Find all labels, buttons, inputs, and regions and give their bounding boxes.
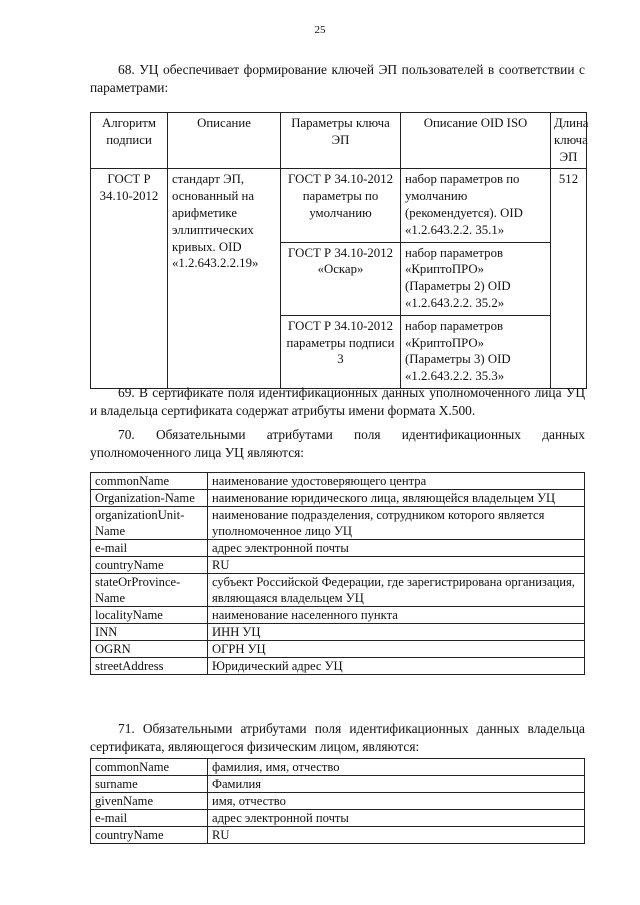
param-name-cell: ГОСТ Р 34.10-2012 параметры по умолчанию (281, 169, 401, 242)
attribute-description: ОГРН УЦ (208, 641, 585, 658)
attribute-name: commonName (91, 473, 208, 490)
attribute-name: commonName (91, 759, 208, 776)
attribute-name: organizationUnit-Name (91, 507, 208, 540)
table-row (91, 776, 585, 793)
attribute-name: countryName (91, 557, 208, 574)
param-name-cell: ГОСТ Р 34.10-2012 «Оскар» (281, 242, 401, 315)
section-68-text: 68. УЦ обеспечивает формирование ключей ЭП пользователей в соответствии с параметрами: (90, 62, 585, 95)
table-row (91, 658, 585, 675)
attribute-name: givenName (91, 793, 208, 810)
table-row (91, 557, 585, 574)
attribute-name: stateOrProvince-Name (91, 574, 208, 607)
certificate-owner-attributes-table (90, 758, 585, 844)
param-oid-cell: набор параметров «КриптоПРО» (Параметры 2) OID «1.2.643.2.2. 35.2» (401, 242, 551, 315)
header-key-params: Параметры ключа ЭП (281, 113, 401, 169)
table-row (91, 607, 585, 624)
attribute-description: имя, отчество (208, 793, 585, 810)
table-row (91, 641, 585, 658)
header-oid-description: Описание OID ISO (401, 113, 551, 169)
header-description: Описание (168, 113, 281, 169)
attribute-description: адрес электронной почты (208, 540, 585, 557)
param-name-cell: ГОСТ Р 34.10-2012 параметры подписи 3 (281, 315, 401, 388)
attribute-name: streetAddress (91, 658, 208, 675)
table-row (91, 810, 585, 827)
attribute-description: наименование удостоверяющего центра (208, 473, 585, 490)
attribute-description: наименование подразделения, сотрудником которого является уполномоченное лицо УЦ (208, 507, 585, 540)
attribute-name: Organization-Name (91, 490, 208, 507)
attribute-description: субъект Российской Федерации, где зарегистрирована организация, являющаяся владельцем УЦ (208, 574, 585, 607)
table-row (91, 624, 585, 641)
header-algorithm: Алгоритм подписи (91, 113, 168, 169)
attribute-name: e-mail (91, 810, 208, 827)
table-row (91, 169, 587, 242)
attribute-description: адрес электронной почты (208, 810, 585, 827)
attribute-description: наименование населенного пункта (208, 607, 585, 624)
algorithm-description-cell: стандарт ЭП, основанный на арифметике эллиптических кривых. OID «1.2.643.2.2.19» (168, 169, 281, 389)
param-oid-cell: набор параметров по умолчанию (рекомендуется). OID «1.2.643.2.2. 35.1» (401, 169, 551, 242)
table-row (91, 490, 585, 507)
page-number: 25 (314, 24, 326, 36)
key-length-cell: 512 (551, 169, 587, 389)
section-70-text: 70. Обязательными атрибутами поля идентификационных данных уполномоченного лица УЦ являются: (90, 427, 585, 460)
algorithm-cell: ГОСТ Р 34.10-2012 (91, 169, 168, 389)
attribute-name: INN (91, 624, 208, 641)
attribute-description: Фамилия (208, 776, 585, 793)
attribute-name: countryName (91, 827, 208, 844)
attribute-description: Юридический адрес УЦ (208, 658, 585, 675)
attribute-description: ИНН УЦ (208, 624, 585, 641)
table-row (91, 473, 585, 490)
attribute-name: OGRN (91, 641, 208, 658)
section-71-text: 71. Обязательными атрибутами поля идентификационных данных владельца сертификата, являющегося физическим лицом, являются: (90, 721, 585, 754)
attribute-description: наименование юридического лица, являющейся владельцем УЦ (208, 490, 585, 507)
table-row (91, 827, 585, 844)
table-row (91, 793, 585, 810)
table-row (91, 759, 585, 776)
attribute-name: e-mail (91, 540, 208, 557)
table-row (91, 574, 585, 607)
table-header-row (91, 113, 587, 169)
header-key-length: Длина ключа ЭП (551, 113, 587, 169)
attribute-name: surname (91, 776, 208, 793)
key-parameters-table (90, 112, 587, 389)
attribute-name: localityName (91, 607, 208, 624)
table-row (91, 540, 585, 557)
attribute-description: RU (208, 827, 585, 844)
attribute-description: RU (208, 557, 585, 574)
table-row (91, 507, 585, 540)
section-69-text: 69. В сертификате поля идентификационных данных уполномоченного лица УЦ и владельца сертификата содержат атрибуты имени формата X.500. (90, 385, 585, 418)
attribute-description: фамилия, имя, отчество (208, 759, 585, 776)
param-oid-cell: набор параметров «КриптоПРО» (Параметры 3) OID «1.2.643.2.2. 35.3» (401, 315, 551, 388)
authorized-person-attributes-table (90, 472, 585, 675)
